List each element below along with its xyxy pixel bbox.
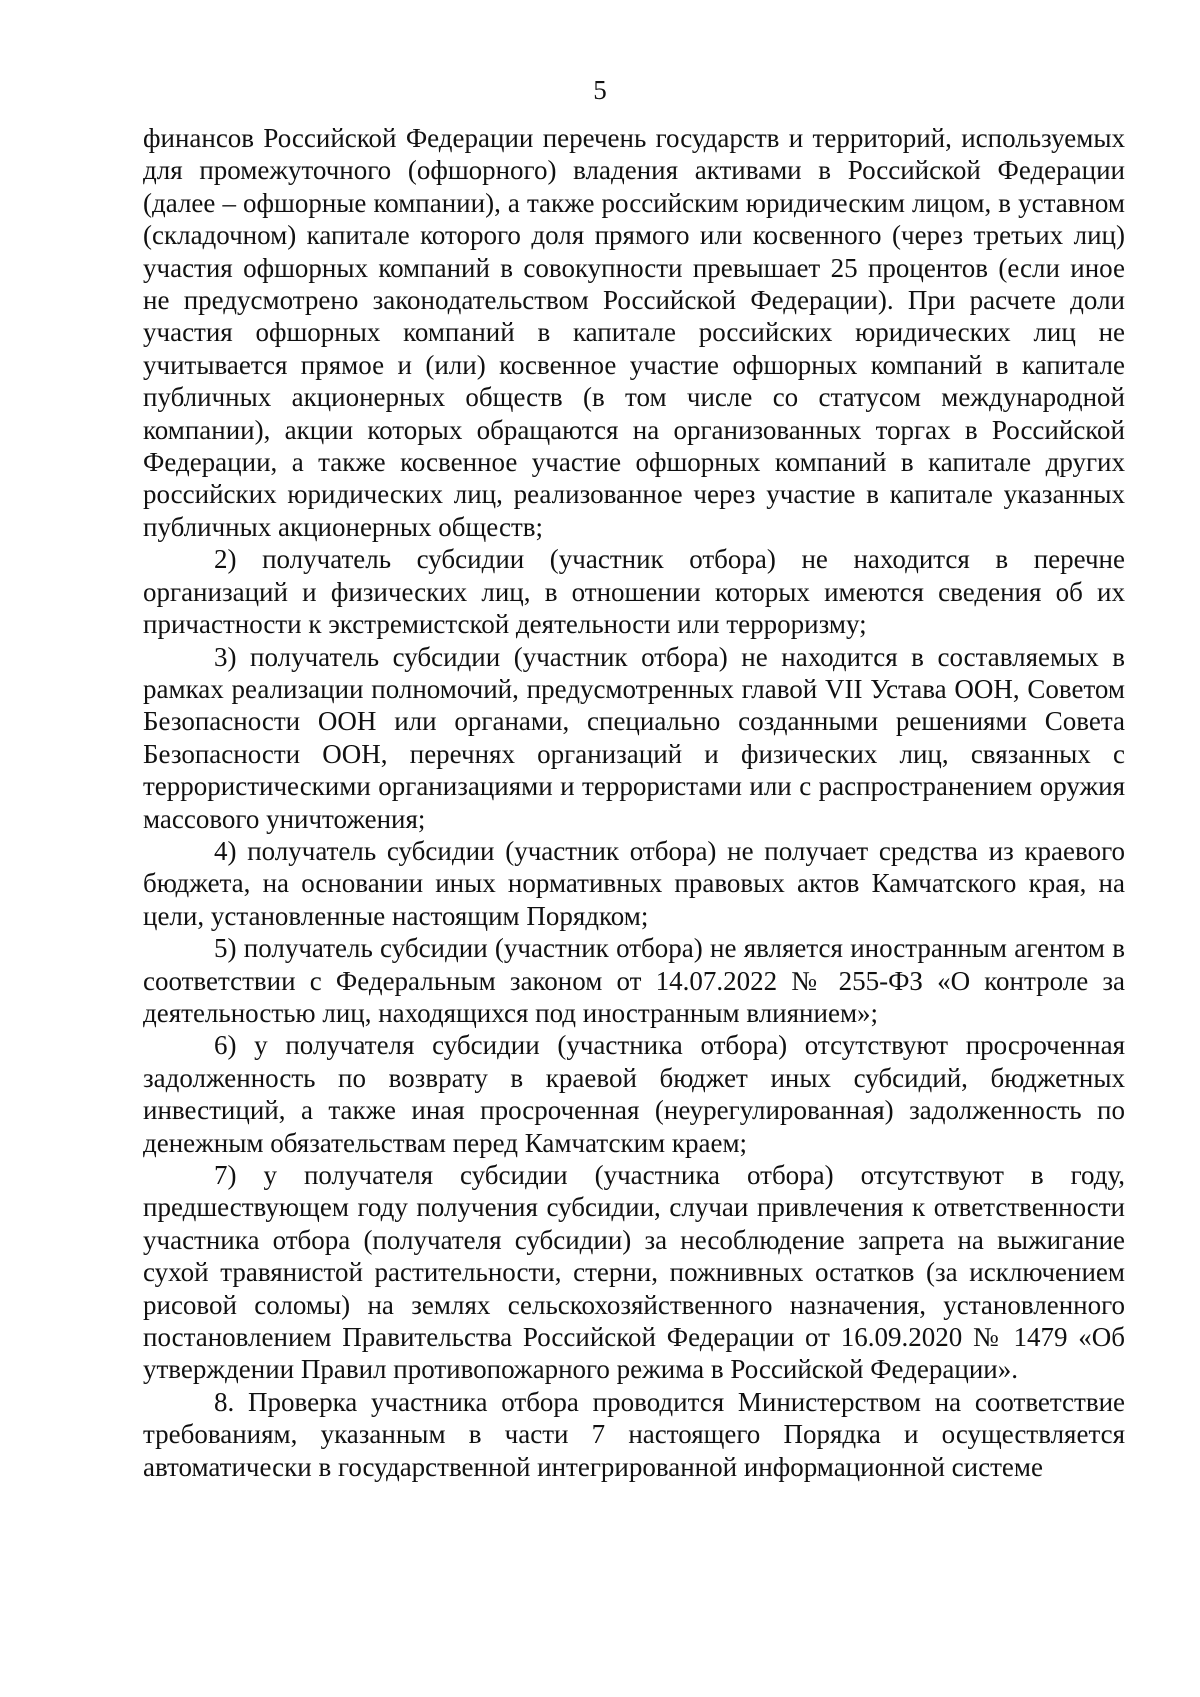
paragraph-item-3: 3) получатель субсидии (участник отбора) не находится в составляемых в рамках реализации полномочий, предусмотренных главой VII Устава ООН, Советом Безопасности ООН или органами, специально созданными решениями Совета Безопасности ООН, перечнях организаций и физических лиц, связанных с террористическими организациями и террористами или с распространением оружия массового уничтожения;	[143, 641, 1125, 834]
paragraph-item-4: 4) получатель субсидии (участник отбора) не получает средства из краевого бюджета, на основании иных нормативных правовых актов Камчатского края, на цели, установленные настоящим Порядком;	[143, 835, 1125, 931]
paragraph-continuation: финансов Российской Федерации перечень государств и территорий, используемых для промежуточного (офшорного) владения активами в Российской Федерации (далее – офшорные компании), а также российским юридическим лицом, в уставном (складочном) капитале которого доля прямого или косвенного (через третьих лиц) участия офшорных компаний в совокупности превышает 25 процентов (если иное не предусмотрено законодательством Российской Федерации). При расчете доли участия офшорных компаний в капитале российских юридических лиц не учитывается прямое и (или) косвенное участие офшорных компаний в капитале публичных акционерных обществ (в том числе со статусом международной компании), акции которых обращаются на организованных торгах в Российской Федерации, а также косвенное участие офшорных компаний в капитале других российских юридических лиц, реализованное через участие в капитале указанных публичных акционерных обществ;	[143, 123, 1125, 542]
document-body	[143, 122, 1125, 1483]
paragraph-section-8: 8. Проверка участника отбора проводится Министерством на соответствие требованиям, указанным в части 7 настоящего Порядка и осуществляется автоматически в государственной интегрированной информационной системе	[143, 1386, 1125, 1482]
paragraph-item-2: 2) получатель субсидии (участник отбора) не находится в перечне организаций и физических лиц, в отношении которых имеются сведения об их причастности к экстремистской деятельности или терроризму;	[143, 544, 1125, 640]
page-number: 5	[593, 75, 607, 105]
paragraph-item-7: 7) у получателя субсидии (участника отбора) отсутствуют в году, предшествующем году получения субсидии, случаи привлечения к ответственности участника отбора (получателя субсидии) за несоблюдение запрета на выжигание сухой травянистой растительности, стерни, пожнивных остатков (за исключением рисовой соломы) на землях сельскохозяйственного назначения, установленного постановлением Правительства Российской Федерации от 16.09.2020 № 1479 «Об утверждении Правил противопожарного режима в Российской Федерации».	[143, 1160, 1125, 1385]
paragraph-item-6: 6) у получателя субсидии (участника отбора) отсутствуют просроченная задолженность по возврату в краевой бюджет иных субсидий, бюджетных инвестиций, а также иная просроченная (неурегулированная) задолженность по денежным обязательствам перед Камчатским краем;	[143, 1030, 1125, 1158]
paragraph-item-5: 5) получатель субсидии (участник отбора) не является иностранным агентом в соответствии с Федеральным законом от 14.07.2022 № 255-ФЗ «О контроле за деятельностью лиц, находящихся под иностранным влиянием»;	[143, 933, 1125, 1028]
